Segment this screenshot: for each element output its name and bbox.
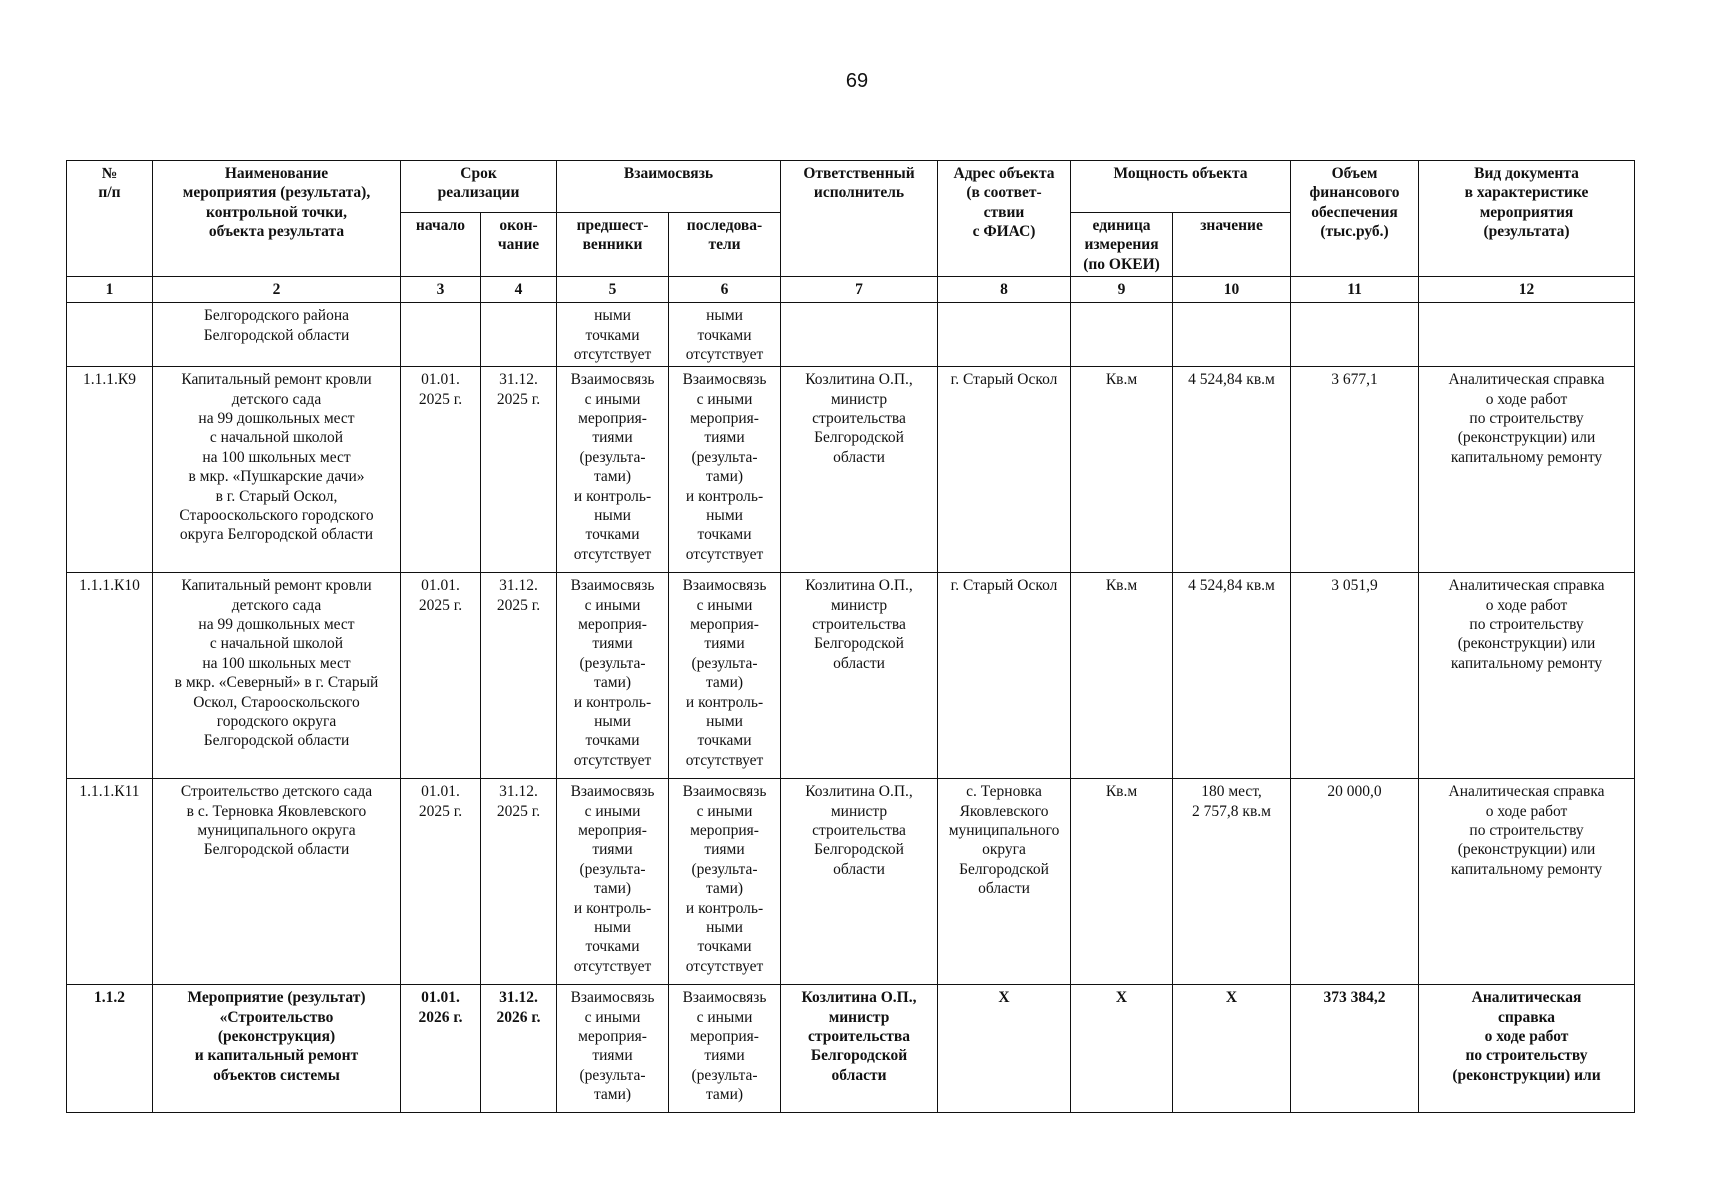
header-term-end: окон- чание bbox=[481, 213, 557, 277]
header-capacity-unit: единица измерения (по ОКЕИ) bbox=[1071, 213, 1173, 277]
cell-number bbox=[67, 303, 153, 367]
cell-value: 4 524,84 кв.м bbox=[1173, 367, 1291, 573]
column-number: 4 bbox=[481, 277, 557, 303]
header-links-pred: предшест- венники bbox=[557, 213, 669, 277]
header-number: № п/п bbox=[67, 161, 153, 277]
cell-start: 01.01. 2025 г. bbox=[401, 367, 481, 573]
column-number-row bbox=[67, 277, 1635, 303]
cell-end: 31.12. 2025 г. bbox=[481, 573, 557, 779]
cell-value: X bbox=[1173, 985, 1291, 1113]
cell-start bbox=[401, 303, 481, 367]
cell-successors: Взаимосвязь с иными мероприя- тиями (результа- тами) и контроль- ными точками отсутствует bbox=[669, 367, 781, 573]
table-row bbox=[67, 985, 1635, 1113]
cell-responsible: Козлитина О.П., министр строительства Белгородской области bbox=[781, 985, 938, 1113]
cell-start: 01.01. 2025 г. bbox=[401, 573, 481, 779]
header-capacity-value: значение bbox=[1173, 213, 1291, 277]
cell-name: Капитальный ремонт кровли детского сада на 99 дошкольных мест с начальной школой на 100 школьных мест в мкр. «Северный» в г. Старый Оскол, Старооскольского городского округа Белгородской области bbox=[153, 573, 401, 779]
column-number: 12 bbox=[1419, 277, 1635, 303]
column-number: 10 bbox=[1173, 277, 1291, 303]
cell-value: 4 524,84 кв.м bbox=[1173, 573, 1291, 779]
cell-number: 1.1.1.К11 bbox=[67, 779, 153, 985]
cell-doc-type bbox=[1419, 303, 1635, 367]
cell-successors: ными точками отсутствует bbox=[669, 303, 781, 367]
cell-number: 1.1.1.К9 bbox=[67, 367, 153, 573]
cell-address bbox=[938, 303, 1071, 367]
cell-doc-type: Аналитическая справка о ходе работ по строительству (реконструкции) или bbox=[1419, 985, 1635, 1113]
cell-predecessors: Взаимосвязь с иными мероприя- тиями (результа- тами) и контроль- ными точками отсутствует bbox=[557, 367, 669, 573]
cell-address: с. Терновка Яковлевского муниципального округа Белгородской области bbox=[938, 779, 1071, 985]
header-responsible: Ответственный исполнитель bbox=[781, 161, 938, 277]
column-number: 6 bbox=[669, 277, 781, 303]
cell-finance: 3 051,9 bbox=[1291, 573, 1419, 779]
cell-start: 01.01. 2025 г. bbox=[401, 779, 481, 985]
cell-unit: Кв.м bbox=[1071, 779, 1173, 985]
cell-address: г. Старый Оскол bbox=[938, 573, 1071, 779]
plan-table bbox=[66, 160, 1635, 1113]
table-row bbox=[67, 573, 1635, 779]
column-number: 8 bbox=[938, 277, 1071, 303]
cell-value bbox=[1173, 303, 1291, 367]
cell-end: 31.12. 2025 г. bbox=[481, 367, 557, 573]
column-number: 2 bbox=[153, 277, 401, 303]
header-links: Взаимосвязь bbox=[557, 161, 781, 213]
cell-doc-type: Аналитическая справка о ходе работ по строительству (реконструкции) или капитальному ремонту bbox=[1419, 367, 1635, 573]
cell-end: 31.12. 2025 г. bbox=[481, 779, 557, 985]
header-links-post: последова- тели bbox=[669, 213, 781, 277]
page-number: 69 bbox=[845, 70, 869, 92]
cell-finance bbox=[1291, 303, 1419, 367]
cell-successors: Взаимосвязь с иными мероприя- тиями (результа- тами) bbox=[669, 985, 781, 1113]
cell-responsible: Козлитина О.П., министр строительства Белгородской области bbox=[781, 779, 938, 985]
cell-name: Строительство детского сада в с. Терновка Яковлевского муниципального округа Белгородской области bbox=[153, 779, 401, 985]
cell-address: г. Старый Оскол bbox=[938, 367, 1071, 573]
cell-value: 180 мест, 2 757,8 кв.м bbox=[1173, 779, 1291, 985]
table-row bbox=[67, 303, 1635, 367]
column-number: 11 bbox=[1291, 277, 1419, 303]
header-address: Адрес объекта (в соответ- ствии с ФИАС) bbox=[938, 161, 1071, 277]
column-number: 1 bbox=[67, 277, 153, 303]
cell-unit: X bbox=[1071, 985, 1173, 1113]
column-number: 3 bbox=[401, 277, 481, 303]
cell-finance: 20 000,0 bbox=[1291, 779, 1419, 985]
cell-doc-type: Аналитическая справка о ходе работ по строительству (реконструкции) или капитальному ремонту bbox=[1419, 573, 1635, 779]
cell-finance: 373 384,2 bbox=[1291, 985, 1419, 1113]
cell-doc-type: Аналитическая справка о ходе работ по строительству (реконструкции) или капитальному ремонту bbox=[1419, 779, 1635, 985]
column-number: 7 bbox=[781, 277, 938, 303]
cell-address: X bbox=[938, 985, 1071, 1113]
cell-end: 31.12. 2026 г. bbox=[481, 985, 557, 1113]
cell-successors: Взаимосвязь с иными мероприя- тиями (результа- тами) и контроль- ными точками отсутствует bbox=[669, 779, 781, 985]
cell-unit: Кв.м bbox=[1071, 573, 1173, 779]
cell-name: Капитальный ремонт кровли детского сада на 99 дошкольных мест с начальной школой на 100 школьных мест в мкр. «Пушкарские дачи» в г. Старый Оскол, Старооскольского городского округа Белгородской области bbox=[153, 367, 401, 573]
cell-start: 01.01. 2026 г. bbox=[401, 985, 481, 1113]
cell-end bbox=[481, 303, 557, 367]
cell-responsible bbox=[781, 303, 938, 367]
cell-predecessors: Взаимосвязь с иными мероприя- тиями (результа- тами) bbox=[557, 985, 669, 1113]
header-doc-type: Вид документа в характеристике мероприятия (результата) bbox=[1419, 161, 1635, 277]
cell-unit bbox=[1071, 303, 1173, 367]
cell-number: 1.1.2 bbox=[67, 985, 153, 1113]
cell-responsible: Козлитина О.П., министр строительства Белгородской области bbox=[781, 573, 938, 779]
table-row bbox=[67, 367, 1635, 573]
cell-predecessors: Взаимосвязь с иными мероприя- тиями (результа- тами) и контроль- ными точками отсутствует bbox=[557, 573, 669, 779]
column-number: 5 bbox=[557, 277, 669, 303]
cell-name: Мероприятие (результат) «Строительство (реконструкция) и капитальный ремонт объектов системы bbox=[153, 985, 401, 1113]
table-header bbox=[67, 161, 1635, 303]
header-term-start: начало bbox=[401, 213, 481, 277]
cell-finance: 3 677,1 bbox=[1291, 367, 1419, 573]
cell-predecessors: Взаимосвязь с иными мероприя- тиями (результа- тами) и контроль- ными точками отсутствует bbox=[557, 779, 669, 985]
cell-name: Белгородского района Белгородской области bbox=[153, 303, 401, 367]
header-capacity: Мощность объекта bbox=[1071, 161, 1291, 213]
table-row bbox=[67, 779, 1635, 985]
cell-number: 1.1.1.К10 bbox=[67, 573, 153, 779]
header-name: Наименование мероприятия (результата), контрольной точки, объекта результата bbox=[153, 161, 401, 277]
header-term: Срок реализации bbox=[401, 161, 557, 213]
cell-unit: Кв.м bbox=[1071, 367, 1173, 573]
cell-successors: Взаимосвязь с иными мероприя- тиями (результа- тами) и контроль- ными точками отсутствует bbox=[669, 573, 781, 779]
cell-responsible: Козлитина О.П., министр строительства Белгородской области bbox=[781, 367, 938, 573]
cell-predecessors: ными точками отсутствует bbox=[557, 303, 669, 367]
column-number: 9 bbox=[1071, 277, 1173, 303]
header-finance: Объем финансового обеспечения (тыс.руб.) bbox=[1291, 161, 1419, 277]
